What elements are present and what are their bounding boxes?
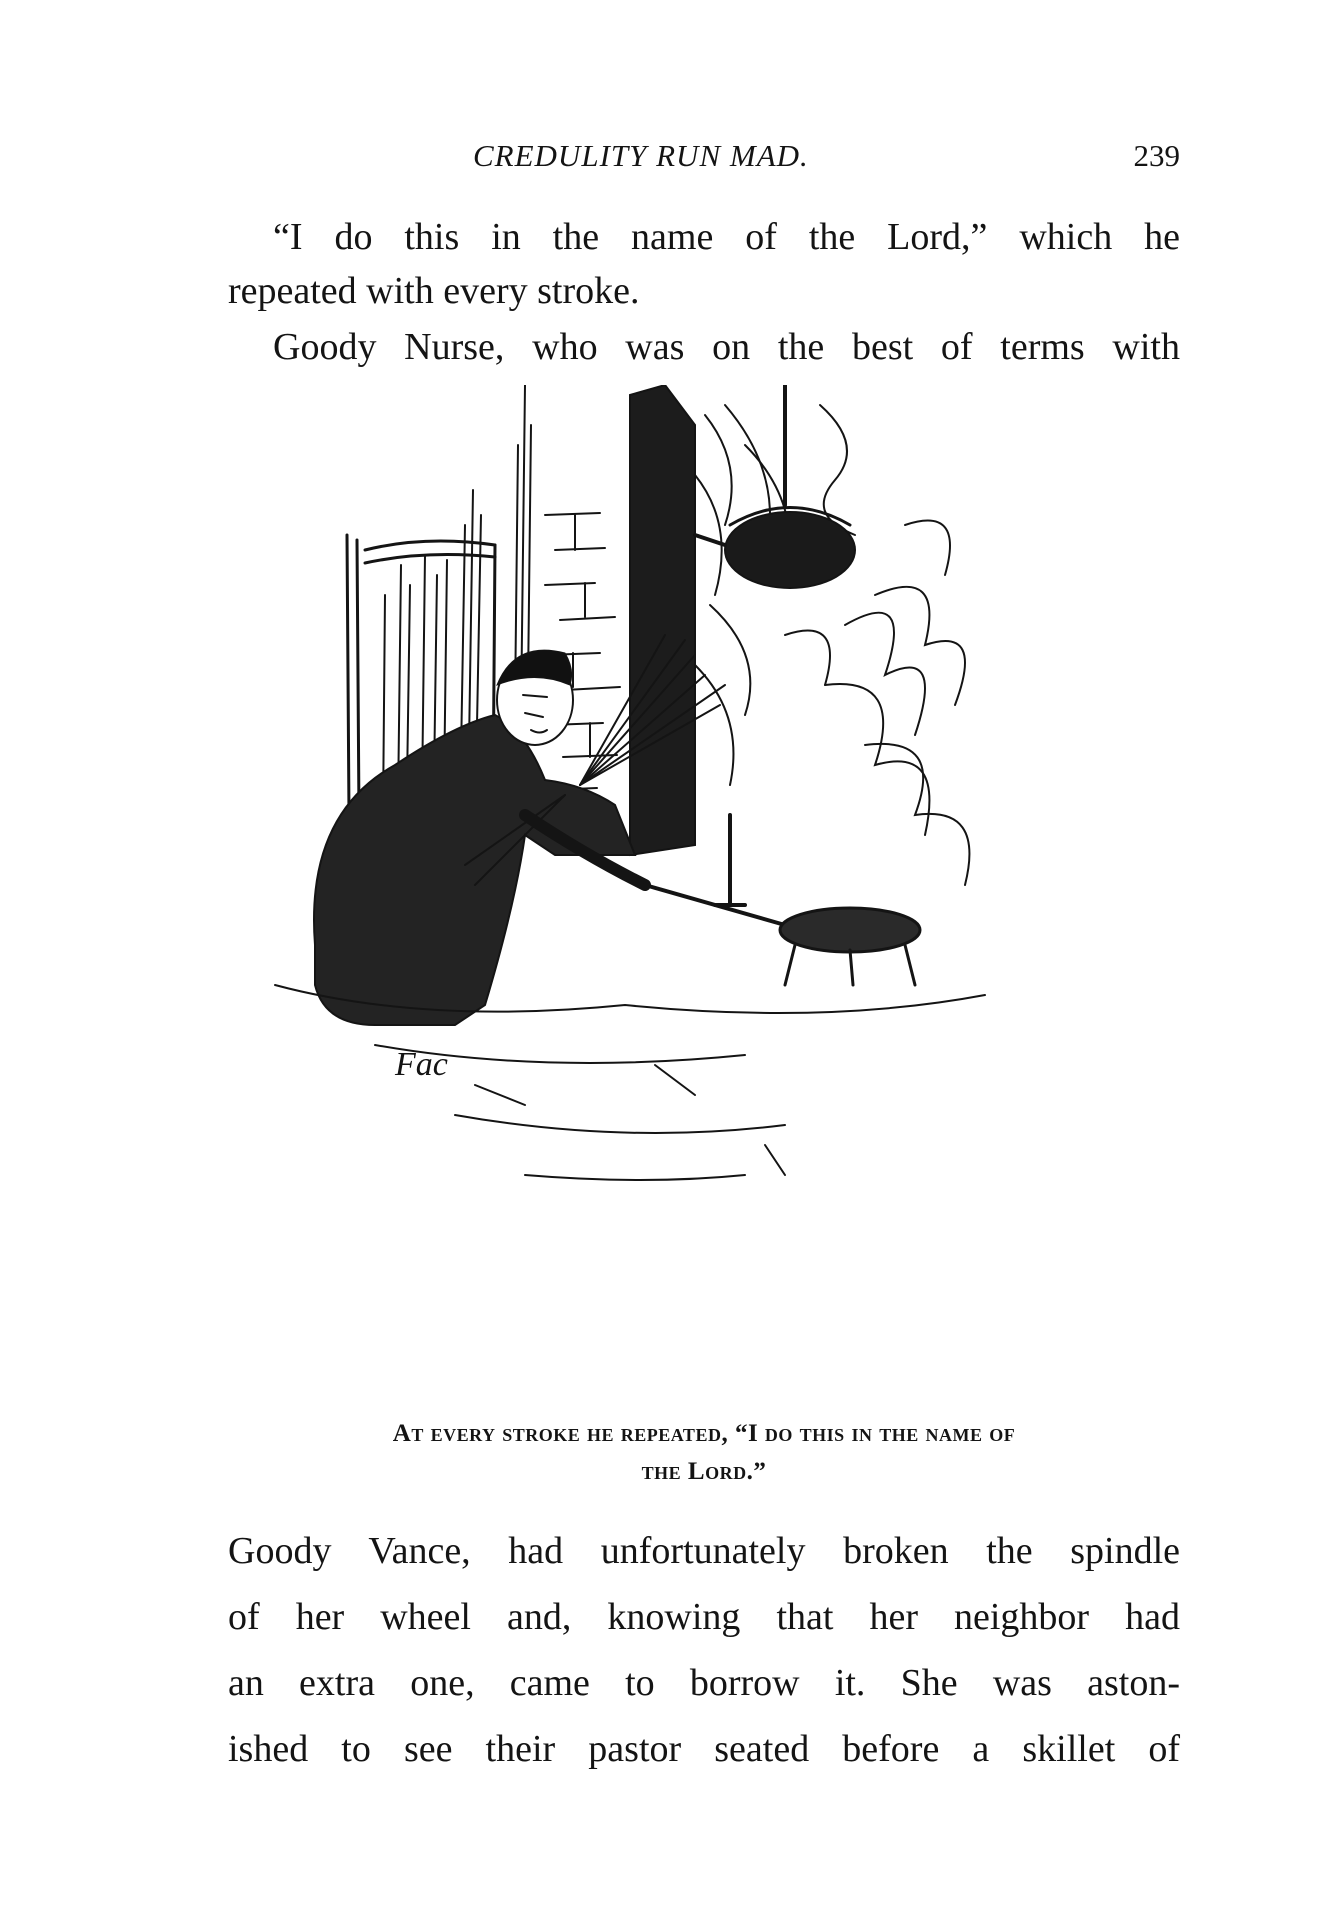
- engraving-kneeling-pastor-at-hearth: [225, 385, 1195, 1380]
- running-title: CREDULITY RUN MAD.: [473, 138, 809, 173]
- pot-hook: [820, 405, 855, 535]
- text-line: ished to see their pastor seated before a skillet of: [228, 1728, 1180, 1770]
- paragraph-1: [228, 210, 1180, 318]
- chimney-shadow: [630, 385, 695, 855]
- text-line: an extra one, came to borrow it. She was aston-: [228, 1662, 1180, 1704]
- chimney-hatching: [695, 405, 790, 785]
- running-head: [228, 138, 1180, 182]
- figure-caption: [228, 1415, 1180, 1491]
- text-line: Goody Nurse, who was on the best of terms with: [273, 326, 1180, 368]
- artist-signature: Fac: [395, 1046, 448, 1083]
- text-line: repeated with every stroke.: [228, 270, 640, 312]
- text-line: of her wheel and, knowing that her neighbor had: [228, 1596, 1180, 1638]
- paragraph-2-continued: [228, 1518, 1180, 1782]
- skillet: [780, 908, 920, 952]
- page-number: 239: [1133, 138, 1180, 173]
- paragraph-2-opening: [228, 320, 1180, 374]
- andiron: [715, 815, 745, 905]
- text-line: “I do this in the name of the Lord,” which he: [273, 216, 1180, 258]
- illustration: [225, 385, 1195, 1380]
- caption-line: the Lord.”: [641, 1458, 767, 1485]
- text-line: Goody Vance, had unfortunately broken the spindle: [228, 1530, 1180, 1572]
- caption-line: At every stroke he repeated, “I do this in the name of: [392, 1420, 1016, 1447]
- pastor-coat: [314, 715, 635, 1025]
- kettle: [725, 512, 855, 588]
